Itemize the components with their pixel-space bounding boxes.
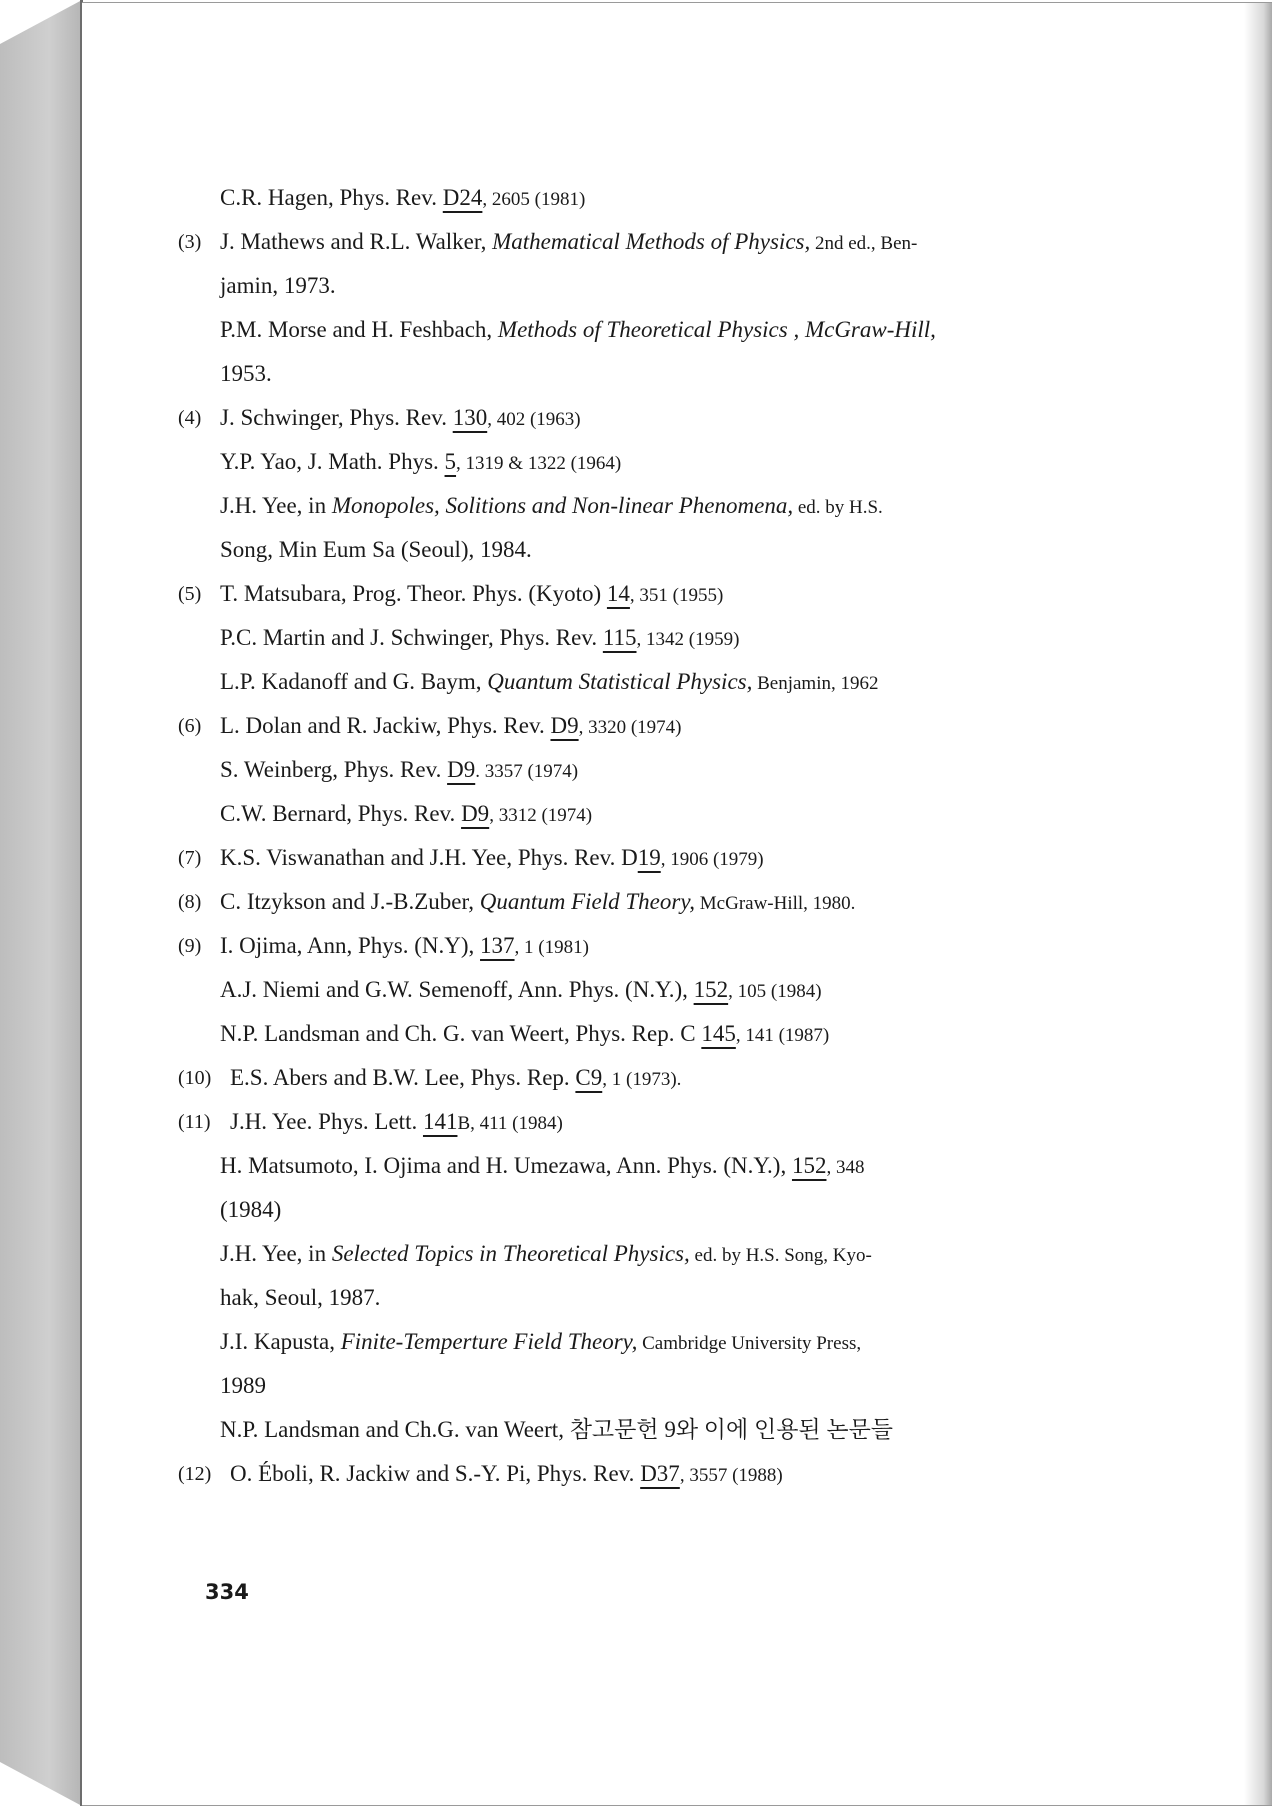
reference-number: (10) [178,1067,212,1089]
reference-body: C.R. Hagen, Phys. Rev. [220,185,443,210]
reference-number: (4) [178,407,202,429]
reference-body: Y.P. Yao, J. Math. Phys. [220,449,445,474]
reference-details: McGraw-Hill, 1980. [695,893,856,914]
reference-body: J.I. Kapusta, [220,1329,341,1354]
reference-body: P.M. Morse and H. Feshbach, [220,317,498,342]
reference-details: , 348 [826,1157,865,1178]
reference-volume: D37 [640,1461,680,1486]
reference-text [220,1188,281,1232]
reference-line [178,1056,1138,1100]
reference-body: I. Ojima, Ann, Phys. (N.Y), [220,933,481,958]
reference-number: (9) [178,935,202,957]
reference-body: K.S. Viswanathan and J.H. Yee, Phys. Rev. D [220,845,638,870]
reference-number: (3) [178,231,202,253]
reference-text [220,528,532,572]
book-spine [0,0,82,1806]
reference-text [230,1056,681,1102]
reference-volume: D9 [550,713,579,738]
reference-text [220,264,336,308]
reference-text [220,1364,266,1408]
reference-details: Cambridge University Press, [637,1333,862,1354]
reference-line [178,440,1138,484]
reference-body: Song, Min Eum Sa (Seoul), 1984. [220,537,532,562]
reference-title: Quantum Statistical Physics, [487,669,753,694]
reference-body: J. Schwinger, Phys. Rev. [220,405,453,430]
reference-details: , 402 (1963) [487,409,581,430]
reference-line [178,1144,1138,1188]
reference-text [220,220,917,266]
reference-number: (6) [178,715,202,737]
reference-text [220,352,272,396]
reference-list [178,176,1138,1496]
reference-body: S. Weinberg, Phys. Rev. [220,757,448,782]
reference-line [178,176,1138,220]
reference-text [220,924,589,970]
reference-line [178,572,1138,616]
reference-volume: 14 [606,581,630,606]
reference-body: O. Éboli, R. Jackiw and S.-Y. Pi, Phys. Rev. [230,1461,641,1486]
reference-line [178,924,1138,968]
reference-text [220,308,936,352]
reference-number: (8) [178,891,202,913]
reference-line [178,616,1138,660]
reference-line [178,968,1138,1012]
reference-text [220,704,682,750]
reference-line [178,1320,1138,1364]
reference-details: , 351 (1955) [629,585,724,606]
reference-text [220,1144,864,1190]
reference-text [220,836,764,882]
reference-details: , 1319 & 1322 (1964) [456,453,622,474]
reference-body: T. Matsubara, Prog. Theor. Phys. (Kyoto) [220,581,607,606]
reference-volume: 137 [480,933,515,958]
reference-body: jamin, 1973. [220,273,336,298]
reference-details: B, 411 (1984) [457,1113,563,1134]
reference-text [220,792,592,838]
reference-title: Methods of Theoretical Physics , McGraw-Hill, [497,317,936,342]
reference-line [178,1232,1138,1276]
reference-details: , 1 (1981) [514,937,589,958]
reference-body: C.W. Bernard, Phys. Rev. [220,801,462,826]
reference-details: , 141 (1987) [735,1025,830,1046]
reference-volume: 115 [602,625,637,650]
reference-details: Benjamin, 1962 [752,673,879,694]
reference-text [220,880,855,926]
reference-body: N.P. Landsman and Ch. G. van Weert, Phys. Rep. C [220,1021,702,1046]
reference-body: hak, Seoul, 1987. [220,1285,381,1310]
reference-body: J.H. Yee, in [220,1241,332,1266]
reference-line [178,528,1138,572]
reference-line [178,1452,1138,1496]
reference-text [220,1276,380,1320]
reference-details: , 1906 (1979) [660,849,764,870]
reference-details: . 3357 (1974) [475,761,579,782]
reference-body: J.H. Yee. Phys. Lett. [230,1109,423,1134]
reference-number: (12) [178,1463,212,1485]
reference-body: L. Dolan and R. Jackiw, Phys. Rev. [220,713,551,738]
reference-body: E.S. Abers and B.W. Lee, Phys. Rep. [230,1065,576,1090]
reference-body: L.P. Kadanoff and G. Baym, [220,669,488,694]
reference-title: Selected Topics in Theoretical Physics, [331,1241,690,1266]
reference-details: ed. by H.S. Song, Kyo- [689,1245,872,1266]
reference-text [220,748,578,794]
reference-title: Mathematical Methods of Physics, [492,229,811,254]
reference-body: C. Itzykson and J.-B.Zuber, [220,889,480,914]
reference-line [178,1364,1138,1408]
reference-body: (1984) [220,1197,282,1222]
reference-body: N.P. Landsman and Ch.G. van Weert, 참고문헌 9와 이에 인용된 논문들 [220,1417,894,1442]
reference-volume: D9 [447,757,476,782]
reference-text [220,1232,872,1278]
reference-volume: 152 [791,1153,827,1178]
reference-volume: C9 [575,1065,603,1090]
reference-text [220,1408,893,1452]
reference-line [178,836,1138,880]
reference-details: ed. by H.S. [793,497,883,518]
reference-line [178,1276,1138,1320]
reference-details: , 3320 (1974) [578,717,682,738]
reference-text [230,1100,563,1146]
reference-details: , 1 (1973). [602,1069,682,1090]
reference-body: 1989 [220,1373,266,1398]
reference-line [178,220,1138,264]
reference-body: P.C. Martin and J. Schwinger, Phys. Rev. [220,625,603,650]
reference-text [220,616,739,662]
reference-body: H. Matsumoto, I. Ojima and H. Umezawa, Ann. Phys. (N.Y.), [220,1153,792,1178]
reference-text [220,484,883,530]
reference-line [178,1012,1138,1056]
reference-volume: D9 [461,801,490,826]
page-edge-shadow [1244,3,1272,1805]
reference-line [178,792,1138,836]
reference-details: , 3557 (1988) [679,1465,783,1486]
reference-number: (7) [178,847,202,869]
reference-text [220,176,585,222]
reference-line [178,1100,1138,1144]
reference-details: , 3312 (1974) [489,805,593,826]
reference-line [178,484,1138,528]
reference-title: Finite-Temperture Field Theory, [340,1329,638,1354]
reference-line [178,308,1138,352]
reference-volume: 152 [693,977,729,1002]
reference-text [230,1452,783,1498]
reference-volume: D24 [442,185,483,210]
reference-volume: 19 [637,845,661,870]
reference-line [178,748,1138,792]
reference-details: , 105 (1984) [728,981,822,1002]
reference-line [178,1188,1138,1232]
reference-line [178,704,1138,748]
reference-title: Monopoles, Solitions and Non-linear Phenomena, [331,493,794,518]
reference-line [178,352,1138,396]
reference-text [220,440,621,486]
reference-title: Quantum Field Theory, [479,889,696,914]
reference-volume: 141 [422,1109,458,1134]
reference-volume: 5 [444,449,457,474]
reference-body: J. Mathews and R.L. Walker, [220,229,493,254]
reference-volume: 145 [701,1021,736,1046]
reference-number: (5) [178,583,202,605]
reference-text [220,1320,861,1366]
reference-text [220,660,879,706]
page-number: 334 [205,1580,249,1604]
reference-line [178,264,1138,308]
reference-line [178,396,1138,440]
reference-details: 2nd ed., Ben- [810,233,918,254]
reference-text [220,396,581,442]
reference-line [178,1408,1138,1452]
reference-body: J.H. Yee, in [220,493,332,518]
reference-volume: 130 [452,405,488,430]
reference-number: (11) [178,1111,211,1133]
reference-line [178,880,1138,924]
reference-text [220,968,822,1014]
reference-text [220,1012,829,1058]
reference-details: , 1342 (1959) [636,629,740,650]
reference-text [220,572,723,618]
reference-details: , 2605 (1981) [482,189,586,210]
reference-body: A.J. Niemi and G.W. Semenoff, Ann. Phys. (N.Y.), [220,977,694,1002]
reference-body: 1953. [220,361,272,386]
reference-line [178,660,1138,704]
